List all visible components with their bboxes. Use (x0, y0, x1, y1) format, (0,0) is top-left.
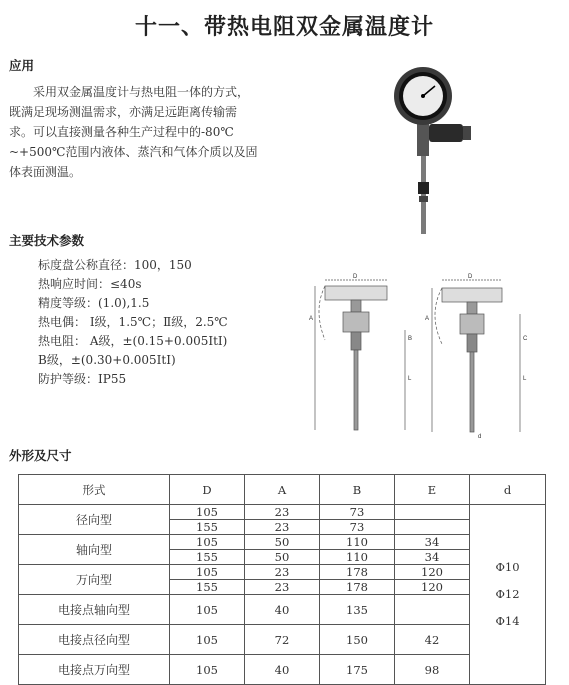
column-header: d (470, 475, 546, 505)
column-header: E (395, 475, 470, 505)
table-header-row (19, 475, 546, 505)
spec-item: 防护等级：IP55 (38, 372, 127, 386)
thermometer-photo (385, 62, 485, 242)
d-value: Φ12 (495, 587, 520, 601)
drawing-label: C (523, 336, 528, 342)
drawing-label: L (408, 376, 412, 382)
row-label: 电接点万向型 (19, 655, 170, 685)
table-cell: 105 (170, 565, 245, 580)
table-cell: 105 (170, 625, 245, 655)
table-cell: 110 (320, 550, 395, 565)
drawing-label: A (309, 316, 314, 322)
table-cell: 155 (170, 520, 245, 535)
spec-item: 热电阻： A级，±(0.15+0.005ItI) (38, 334, 228, 348)
spec-item: B级，±(0.30+0.005ItI) (38, 353, 176, 367)
application-line: 采用双金属温度计与热电阻一体的方式， (33, 85, 250, 99)
table-cell: 120 (395, 565, 470, 580)
drawing-label: D (353, 274, 358, 280)
table-cell: 150 (320, 625, 395, 655)
application-paragraph (9, 82, 291, 182)
table-cell: 178 (320, 565, 395, 580)
specs-list (38, 256, 228, 389)
table-cell: 50 (245, 535, 320, 550)
table-cell: 34 (395, 550, 470, 565)
dimensions-heading: 外形及尺寸 (9, 448, 72, 463)
row-label: 轴向型 (19, 535, 170, 565)
page-title: 十一、带热电阻双金属温度计 (134, 15, 434, 40)
table-cell: 155 (170, 550, 245, 565)
table-cell: 98 (395, 655, 470, 685)
column-header: B (320, 475, 395, 505)
table-cell: 23 (245, 520, 320, 535)
table-cell: 105 (170, 505, 245, 520)
table-cell (395, 505, 470, 520)
table-cell: 105 (170, 535, 245, 550)
drawing-label: L (523, 376, 527, 382)
table-cell: 175 (320, 655, 395, 685)
table-cell: 105 (170, 655, 245, 685)
application-heading: 应用 (9, 58, 35, 73)
specs-heading: 主要技术参数 (9, 233, 85, 248)
spec-item: 热响应时间：≤40s (38, 277, 142, 291)
d-value: Φ10 (495, 560, 520, 574)
table-cell: 23 (245, 565, 320, 580)
table-cell: 73 (320, 520, 395, 535)
dimensions-table (18, 474, 546, 685)
table-cell (395, 520, 470, 535)
table-cell (395, 595, 470, 625)
table-cell: 42 (395, 625, 470, 655)
table-row (19, 535, 546, 550)
column-header: 形式 (19, 475, 170, 505)
row-label: 径向型 (19, 505, 170, 535)
table-cell: 155 (170, 580, 245, 595)
table-row (19, 625, 546, 655)
drawing-label: d (478, 434, 482, 440)
spec-item: 标度盘公称直径：100，150 (38, 258, 192, 272)
spec-item: 精度等级：(1.0),1.5 (38, 296, 150, 310)
drawing-label: A (425, 316, 430, 322)
table-cell: 135 (320, 595, 395, 625)
d-value: Φ14 (495, 614, 520, 628)
table-cell: 34 (395, 535, 470, 550)
application-line: 体表面测温。 (9, 165, 82, 179)
table-cell: 50 (245, 550, 320, 565)
table-cell: 73 (320, 505, 395, 520)
drawing-label: B (408, 336, 413, 342)
table-cell: 178 (320, 580, 395, 595)
table-cell: 120 (395, 580, 470, 595)
spec-item: 热电偶： Ⅰ级，1.5℃；Ⅱ级，2.5℃ (38, 315, 228, 329)
row-label: 电接点径向型 (19, 625, 170, 655)
application-line: 既满足现场测温需求，亦满足远距离传输需 (9, 105, 238, 119)
application-line: 求。可以直接测量各种生产过程中的-80℃ (9, 125, 234, 139)
column-header: A (245, 475, 320, 505)
table-cell: 72 (245, 625, 320, 655)
table-cell: 23 (245, 505, 320, 520)
row-label: 电接点轴向型 (19, 595, 170, 625)
dimension-drawing-left (305, 270, 420, 440)
table-cell: 40 (245, 595, 320, 625)
table-cell: 23 (245, 580, 320, 595)
dimension-drawing-right (420, 270, 540, 440)
table-row (19, 595, 546, 625)
application-line: ~+500℃范围内液体、蒸汽和气体介质以及固 (9, 145, 258, 159)
table-row (19, 505, 546, 520)
table-row (19, 655, 546, 685)
table-cell: 40 (245, 655, 320, 685)
row-label: 万向型 (19, 565, 170, 595)
table-row (19, 565, 546, 580)
table-cell: 105 (170, 595, 245, 625)
drawing-label: D (468, 274, 473, 280)
table-cell: 110 (320, 535, 395, 550)
column-header: D (170, 475, 245, 505)
d-column-cell (470, 505, 546, 685)
